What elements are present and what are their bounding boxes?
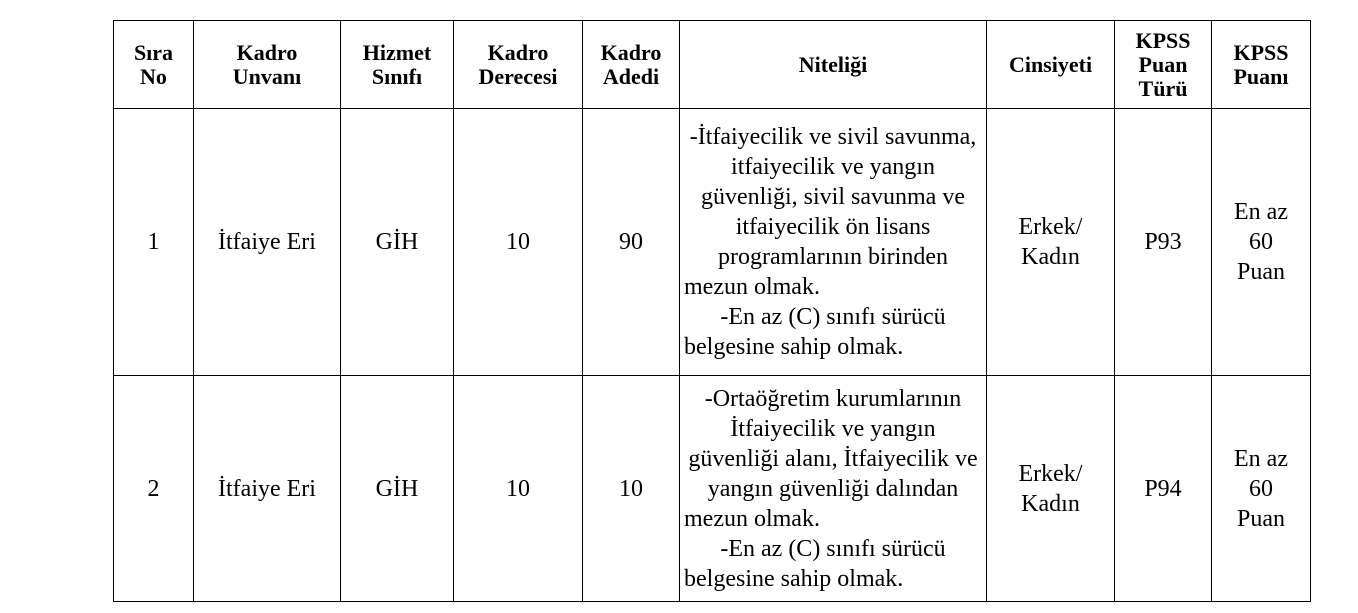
cell-sira-no: 2 bbox=[114, 376, 194, 602]
cell-cinsiyeti bbox=[987, 376, 1115, 602]
cell-kpss-puani bbox=[1212, 109, 1311, 376]
puan-text: 60 bbox=[1249, 475, 1273, 502]
header-text: Kadro bbox=[600, 39, 662, 65]
header-text: Sınıfı bbox=[371, 63, 423, 89]
header-text: Hizmet bbox=[362, 39, 432, 65]
cell-sira-no: 1 bbox=[114, 109, 194, 376]
niteligi-text: -Ortaöğretim kurumlarının İtfaiyecilik ve yangın güvenliği alanı, İtfaiyecilik ve yangın güvenliği dalından mezun olmak. bbox=[684, 385, 978, 532]
header-text: Derecesi bbox=[478, 63, 558, 89]
header-text: Sıra bbox=[133, 39, 174, 65]
header-text: No bbox=[140, 63, 167, 89]
header-hizmet-sinifi bbox=[341, 21, 454, 109]
table-header-row bbox=[114, 21, 1311, 109]
cell-cinsiyeti bbox=[987, 109, 1115, 376]
niteligi-text: -En az (C) sınıfı sürücü belgesine sahip olmak. bbox=[684, 535, 946, 592]
cell-kpss-puani bbox=[1212, 376, 1311, 602]
header-niteligi bbox=[680, 21, 987, 109]
cell-kadro-adedi: 90 bbox=[583, 109, 680, 376]
table-row bbox=[114, 376, 1311, 602]
cell-kadro-unvani: İtfaiye Eri bbox=[194, 376, 341, 602]
kadro-table bbox=[113, 20, 1311, 602]
cell-niteligi bbox=[680, 109, 987, 376]
puan-text: En az bbox=[1234, 445, 1288, 472]
header-text: Niteliği bbox=[798, 51, 868, 77]
cell-kadro-derecesi: 10 bbox=[454, 109, 583, 376]
cell-kadro-adedi: 10 bbox=[583, 376, 680, 602]
header-text: Unvanı bbox=[232, 63, 302, 89]
cell-kpss-puan-turu: P93 bbox=[1115, 109, 1212, 376]
puan-text: Puan bbox=[1237, 505, 1285, 532]
table-row bbox=[114, 109, 1311, 376]
header-text: Puanı bbox=[1233, 63, 1289, 89]
header-text: KPSS bbox=[1233, 39, 1289, 65]
header-text: Kadro bbox=[236, 39, 298, 65]
header-text: Türü bbox=[1138, 75, 1188, 101]
header-cinsiyeti bbox=[987, 21, 1115, 109]
header-kadro-unvani bbox=[194, 21, 341, 109]
cinsiyet-text: Kadın bbox=[1021, 490, 1080, 517]
puan-text: En az bbox=[1234, 199, 1288, 225]
header-text: Cinsiyeti bbox=[1008, 51, 1093, 77]
header-kadro-adedi bbox=[583, 21, 680, 109]
header-text: Puan bbox=[1138, 51, 1188, 77]
header-text: Kadro bbox=[487, 39, 549, 65]
cell-kpss-puan-turu: P94 bbox=[1115, 376, 1212, 602]
header-text: Adedi bbox=[602, 63, 660, 89]
header-kadro-derecesi bbox=[454, 21, 583, 109]
header-kpss-puan-turu bbox=[1115, 21, 1212, 109]
niteligi-text: -İtfaiyecilik ve sivil savunma, itfaiyecilik ve yangın güvenliği, sivil savunma ve itfaiyecilik ön lisans programlarının birinden mezun olmak. bbox=[684, 124, 977, 300]
header-sira-no bbox=[114, 21, 194, 109]
cell-hizmet-sinifi: GİH bbox=[341, 109, 454, 376]
cell-kadro-unvani: İtfaiye Eri bbox=[194, 109, 341, 376]
cinsiyet-text: Kadın bbox=[1021, 244, 1080, 270]
puan-text: 60 bbox=[1249, 229, 1273, 255]
header-text: KPSS bbox=[1135, 27, 1191, 53]
cell-kadro-derecesi: 10 bbox=[454, 376, 583, 602]
cell-niteligi bbox=[680, 376, 987, 602]
puan-text: Puan bbox=[1237, 259, 1285, 285]
niteligi-text: -En az (C) sınıfı sürücü belgesine sahip olmak. bbox=[684, 304, 946, 360]
cinsiyet-text: Erkek/ bbox=[1018, 460, 1083, 487]
header-kpss-puani bbox=[1212, 21, 1311, 109]
cinsiyet-text: Erkek/ bbox=[1018, 214, 1083, 240]
cell-hizmet-sinifi: GİH bbox=[341, 376, 454, 602]
